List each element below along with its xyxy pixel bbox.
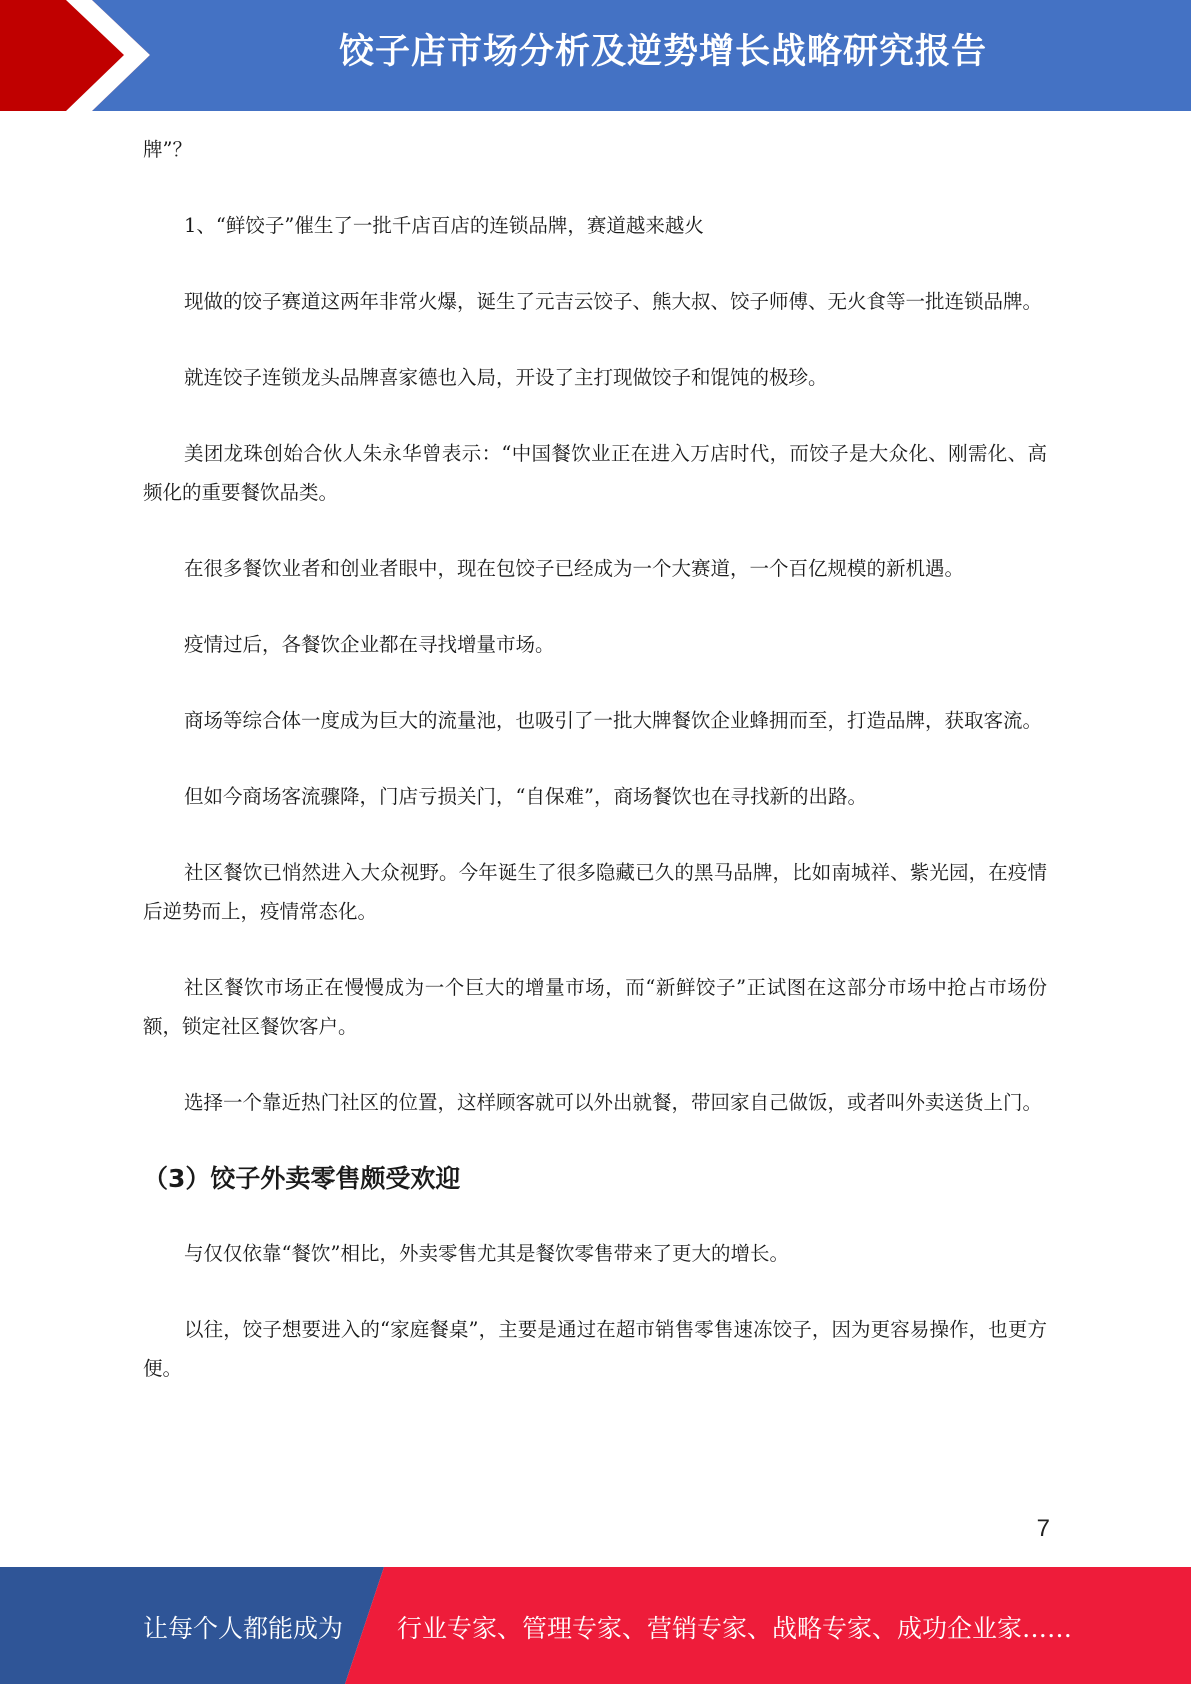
report-title: 饺子店市场分析及逆势增长战略研究报告: [338, 32, 987, 72]
paragraph: 以往，饺子想要进入的“家庭餐桌”，主要是通过在超市销售零售速冻饺子，因为更容易操作，也更方便。: [143, 1318, 1047, 1380]
section-heading: （3）饺子外卖零售颇受欢迎: [143, 1164, 461, 1193]
paragraph: 美团龙珠创始合伙人朱永华曾表示：“中国餐饮业正在进入万店时代，而饺子是大众化、刚需化、高频化的重要餐饮品类。: [143, 442, 1047, 504]
paragraph: 社区餐饮市场正在慢慢成为一个巨大的增量市场，而“新鲜饺子”正试图在这部分市场中抢占市场份额，锁定社区餐饮客户。: [143, 976, 1047, 1038]
paragraph: 就连饺子连锁龙头品牌喜家德也入局，开设了主打现做饺子和馄饨的极珍。: [184, 366, 828, 389]
page-footer: [0, 1567, 1191, 1684]
document-body: [143, 130, 1047, 1425]
footer-slogan-left: 让每个人都能成为: [143, 1614, 344, 1643]
paragraph: 在很多餐饮业者和创业者眼中，现在包饺子已经成为一个大赛道，一个百亿规模的新机遇。: [184, 557, 965, 580]
page-header: [0, 0, 1191, 111]
paragraph: 社区餐饮已悄然进入大众视野。今年诞生了很多隐藏已久的黑马品牌，比如南城祥、紫光园，在疫情后逆势而上，疫情常态化。: [143, 861, 1047, 923]
footer-slogan-right: 行业专家、管理专家、营销专家、战略专家、成功企业家……: [397, 1614, 1073, 1643]
paragraph: 但如今商场客流骤降，门店亏损关门，“自保难”，商场餐饮也在寻找新的出路。: [184, 785, 867, 808]
paragraph: 1、“鲜饺子”催生了一批千店百店的连锁品牌，赛道越来越火: [184, 214, 704, 237]
paragraph: 与仅仅依靠“餐饮”相比，外卖零售尤其是餐饮零售带来了更大的增长。: [184, 1242, 789, 1265]
paragraph: 牌”？: [143, 138, 192, 161]
paragraph: 现做的饺子赛道这两年非常火爆，诞生了元吉云饺子、熊大叔、饺子师傅、无火食等一批连锁品牌。: [184, 290, 1043, 313]
paragraph: 选择一个靠近热门社区的位置，这样顾客就可以外出就餐，带回家自己做饭，或者叫外卖送货上门。: [184, 1091, 1043, 1114]
page-number: 7: [1036, 1515, 1050, 1542]
paragraph: 商场等综合体一度成为巨大的流量池，也吸引了一批大牌餐饮企业蜂拥而至，打造品牌，获取客流。: [184, 709, 1043, 732]
paragraph: 疫情过后，各餐饮企业都在寻找增量市场。: [184, 633, 555, 656]
